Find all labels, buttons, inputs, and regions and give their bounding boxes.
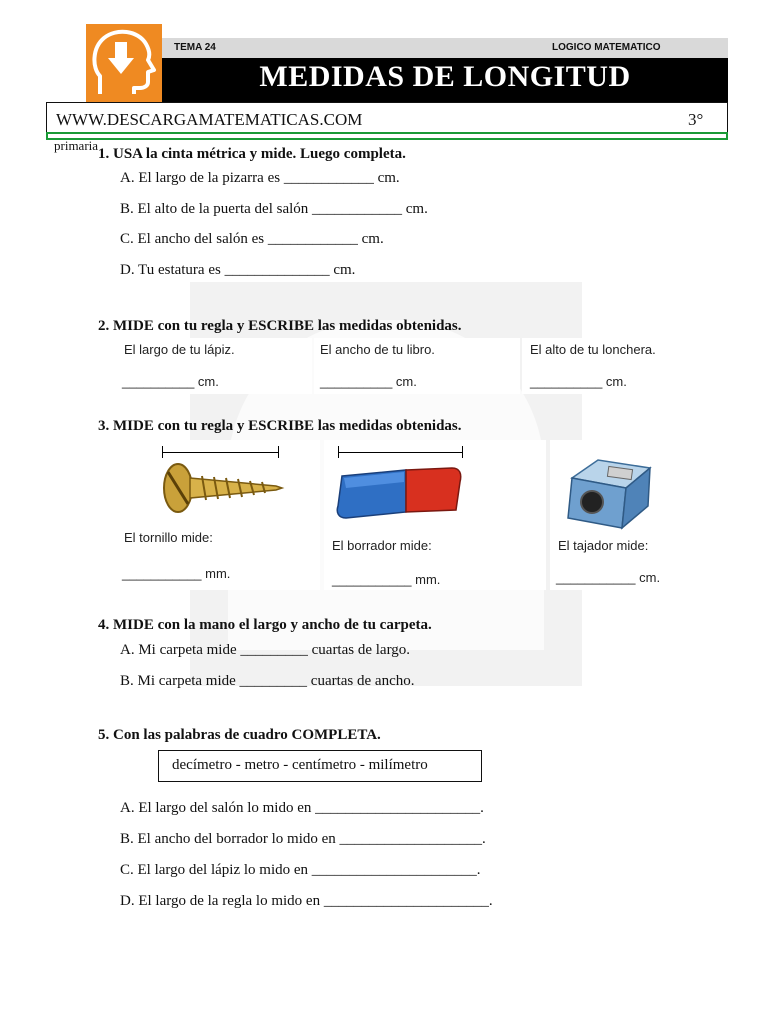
q4-item-b: B. Mi carpeta mide _________ cuartas de ancho. [120, 673, 415, 689]
level-label: primaria [54, 138, 99, 153]
q2-heading: 2. MIDE con tu regla y ESCRIBE las medidas obtenidas. [98, 318, 462, 334]
subject-area: LOGICO MATEMATICO [552, 42, 661, 53]
q2-cell-label: El largo de tu lápiz. [124, 342, 235, 357]
green-accent-line [46, 132, 728, 140]
word-box-text: decímetro - metro - centímetro - milímetro [172, 757, 428, 773]
download-head-icon [86, 24, 162, 102]
sharpener-image [558, 448, 658, 532]
q3-cell-label: El tajador mide: [558, 538, 649, 553]
q3-cell-answer: ___________ mm. [122, 566, 231, 581]
grade-label: 3° [688, 110, 704, 129]
q3-cell-sharpener [550, 440, 680, 590]
q3-cell-label: El tornillo mide: [124, 530, 213, 545]
q2-cell-label: El ancho de tu libro. [320, 342, 435, 357]
q5-item-c: C. El largo del lápiz lo mido en ______________________. [120, 862, 481, 878]
q2-cell-lunchbox [522, 338, 682, 394]
screw-image [158, 460, 288, 516]
q1-item-c: C. El ancho del salón es ____________ cm. [120, 231, 384, 247]
q2-cell-answer: __________ cm. [530, 374, 627, 389]
q5-item-b: B. El ancho del borrador lo mido en ___________________. [120, 831, 486, 847]
q2-cell-label: El alto de tu lonchera. [530, 342, 656, 357]
q5-item-a: A. El largo del salón lo mido en ______________________. [120, 800, 484, 816]
q1-item-d: D. Tu estatura es ______________ cm. [120, 262, 356, 278]
q4-item-a: A. Mi carpeta mide _________ cuartas de largo. [120, 642, 411, 658]
q3-cell-screw [118, 440, 320, 590]
page-title: MEDIDAS DE LONGITUD [259, 60, 631, 93]
website-link[interactable]: WWW.DESCARGAMATEMATICAS.COM [56, 110, 363, 129]
q5-heading: 5. Con las palabras de cuadro COMPLETA. [98, 727, 381, 743]
q1-heading: 1. USA la cinta métrica y mide. Luego completa. [98, 146, 406, 162]
q1-item-a: A. El largo de la pizarra es ____________ cm. [120, 170, 400, 186]
q2-cell-answer: __________ cm. [122, 374, 219, 389]
q2-cell-pencil [118, 338, 312, 394]
q2-cell-book [314, 338, 520, 394]
q4-heading: 4. MIDE con la mano el largo y ancho de tu carpeta. [98, 617, 432, 633]
q5-item-d: D. El largo de la regla lo mido en ______________________. [120, 893, 493, 909]
q1-item-b: B. El alto de la puerta del salón ____________ cm. [120, 201, 428, 217]
q3-heading: 3. MIDE con tu regla y ESCRIBE las medidas obtenidas. [98, 418, 462, 434]
eraser-image [334, 462, 464, 526]
topic-number: TEMA 24 [174, 42, 216, 53]
logo [86, 24, 162, 102]
q3-cell-answer: ___________ mm. [332, 572, 441, 587]
q3-cell-eraser [324, 440, 546, 590]
q2-cell-answer: __________ cm. [320, 374, 417, 389]
q3-cell-label: El borrador mide: [332, 538, 432, 553]
q3-cell-answer: ___________ cm. [556, 570, 661, 585]
